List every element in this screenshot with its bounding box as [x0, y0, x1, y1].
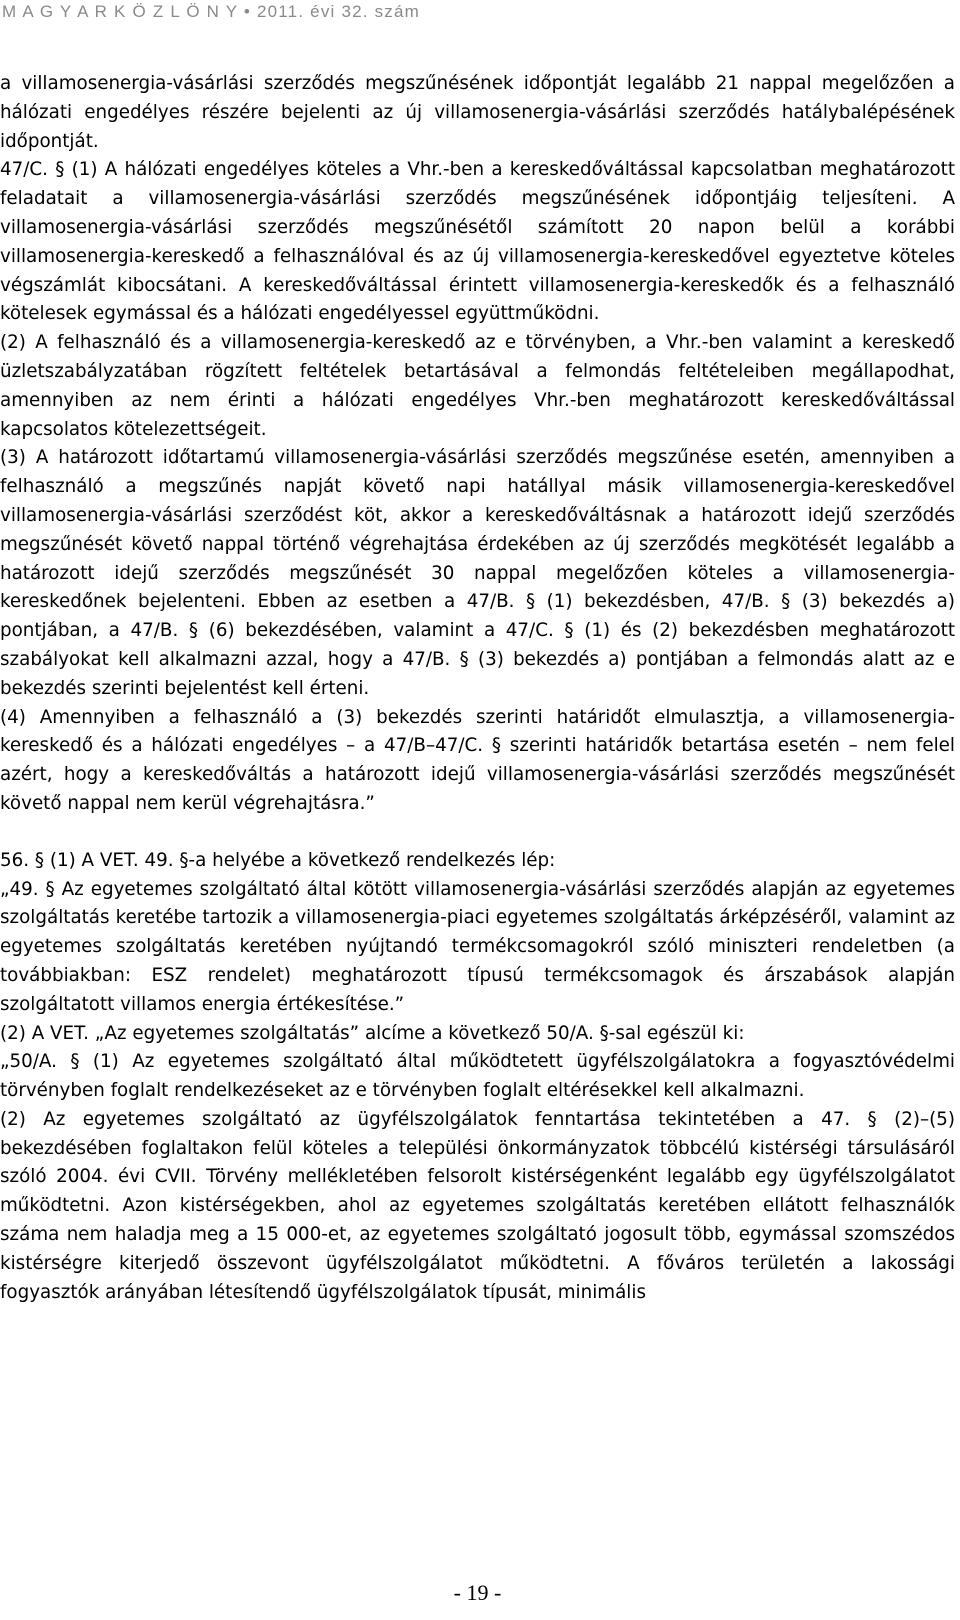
paragraph-50a-2: (2) Az egyetemes szolgáltató az ügyfélszolgálatok fenntartása tekintetében a 47. § (2)–(5) bekezdésében foglaltakon felül köteles a települési önkormányzatok többcélú kistérségi társulásáról szóló 2004. évi CVII. Törvény mellékletében felsorolt kistérségenként legalább egy ügyfélszolgálatot működtetni. Azon kistérségekben, ahol az egyetemes szolgáltatás keretében ellátott felhasználók száma nem haladja meg a 15 000-et, az egyetemes szolgáltató jogosult több, egymással szomszédos kistérségre kiterjedő összevont ügyfélszolgálatot működtetni. A főváros területén a lakossági fogyasztók arányában létesítendő ügyfélszolgálatok típusát, minimális [0, 1108, 955, 1303]
paragraph-47c-4: (4) Amennyiben a felhasználó a (3) bekezdés szerinti határidőt elmulasztja, a villamosenergia-kereskedő és a hálózati engedélyes – a 47/B–47/C. § szerinti határidők betartása esetén – nem felel azért, hogy a kereskedőváltás a határozott idejű villamosenergia-vásárlási szerződés megszűnését követő nappal nem kerül végrehajtásra.” [0, 706, 955, 814]
paragraph-47c-1: 47/C. § (1) A hálózati engedélyes köteles a Vhr.-ben a kereskedőváltással kapcsolatban meghatározott feladatait a villamosenergia-vásárlási szerződés megszűnésének időpontjáig teljesíteni. A villamosenergia-vásárlási szerződés megszűnésétől számított 20 napon belül a korábbi villamosenergia-kereskedő a felhasználóval és az új villamosenergia-kereskedővel egyeztetve köteles végszámlát kibocsátani. A kereskedőváltással érintett villamosenergia-kereskedők és a felhasználó kötelesek egymással és a hálózati engedélyessel együttműködni. [0, 159, 955, 325]
paragraph-56-intro: 56. § (1) A VET. 49. §-a helyébe a következő rendelkezés lép: [0, 849, 556, 871]
paragraph-50a-1: „50/A. § (1) Az egyetemes szolgáltató által működtetett ügyfélszolgálatokra a fogyasztóvédelmi törvényben foglalt rendelkezéseket az e törvényben foglalt eltérésekkel kell alkalmazni. [0, 1051, 955, 1102]
running-header: M A G Y A R K Ö Z L Ö N Y • 2011. évi 32. szám [2, 2, 421, 21]
page-number: - 19 - [453, 1580, 502, 1605]
paragraph-47c-3: (3) A határozott időtartamú villamosenergia-vásárlási szerződés megszűnése esetén, amennyiben a felhasználó a megszűnés napját követő napi hatállyal másik villamosenergia-kereskedővel villamosenergia-vásárlási szerződést köt, akkor a kereskedőváltásnak a határozott idejű szerződés megszűnését követő nappal történő végrehajtása érdekében az új szerződés megkötését legalább a határozott idejű szerződés megszűnését 30 nappal megelőzően köteles a villamosenergia-kereskedőnek bejelenteni. Ebben az esetben a 47/B. § (1) bekezdésben, 47/B. § (3) bekezdés a) pontjában, a 47/B. § (6) bekezdésében, valamint a 47/C. § (1) és (2) bekezdésben meghatározott szabályokat kell alkalmazni azzal, hogy a 47/B. § (3) bekezdés a) pontjában a felmondás alatt az e bekezdés szerinti bejelentést kell érteni. [0, 447, 955, 699]
paragraph-continuation: a villamosenergia-vásárlási szerződés megszűnésének időpontját legalább 21 nappal megelőzően a hálózati engedélyes részére bejelenti az új villamosenergia-vásárlási szerződés hatálybalépésének időpontját. [0, 73, 955, 152]
paragraph-56-2: (2) A VET. „Az egyetemes szolgáltatás” alcíme a következő 50/A. §-sal egészül ki: [0, 1022, 745, 1044]
paragraph-47c-2: (2) A felhasználó és a villamosenergia-kereskedő az e törvényben, a Vhr.-ben valamint a kereskedő üzletszabályzatában rögzített feltételek betartásával a felmondás feltételeiben megállapodhat, amennyiben az nem érinti a hálózati engedélyes Vhr.-ben meghatározott kereskedőváltással kapcsolatos kötelezettségeit. [0, 332, 955, 440]
paragraph-49: „49. § Az egyetemes szolgáltató által kötött villamosenergia-vásárlási szerződés alapján az egyetemes szolgáltatás keretébe tartozik a villamosenergia-piaci egyetemes szolgáltatás árképzéséről, valamint az egyetemes szolgáltatás keretében nyújtandó termékcsomagokról szóló miniszteri rendeletben (a továbbiakban: ESZ rendelet) meghatározott típusú termékcsomagok és árszabások alapján szolgáltatott villamos energia értékesítése.” [0, 878, 955, 1015]
body-text [0, 70, 955, 1307]
